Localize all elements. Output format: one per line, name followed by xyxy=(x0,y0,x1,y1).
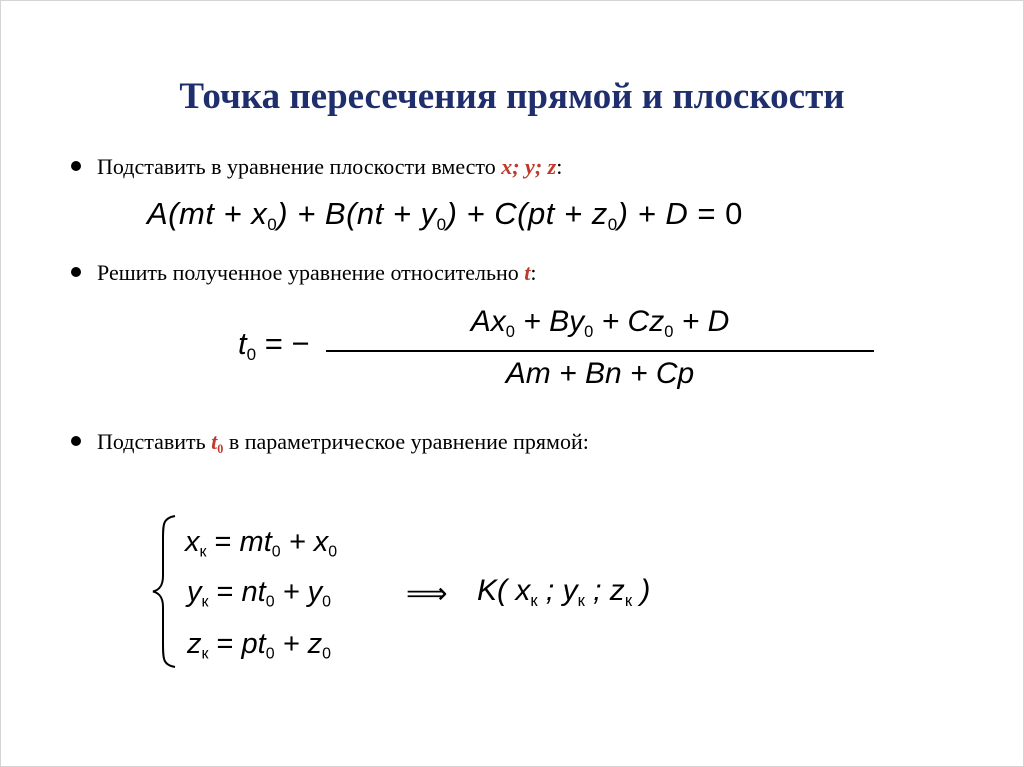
system-line-y: $y_к = nt_0 + y_0$ xyxy=(187,576,332,611)
bullet-2 xyxy=(71,260,537,286)
t0-lhs: $t_0$ = − xyxy=(238,326,310,364)
bullet-2-var: t xyxy=(524,260,531,285)
bullet-1-text: Подставить в уравнение плоскости вместо xyxy=(97,154,502,179)
fraction-bar xyxy=(326,350,874,352)
bullet-3-var: $t_0$ xyxy=(211,429,224,457)
t0-denominator: Am + Bn + Cp xyxy=(505,357,695,390)
point-k-result: K( $x_к$ ; $y_к$ ; $z_к$ ) xyxy=(477,574,651,610)
bullet-3-text: Подставить xyxy=(97,429,212,454)
system-line-z: $z_к = pt_0 + z_0$ xyxy=(187,628,332,663)
bullet-dot-icon xyxy=(71,161,81,171)
t0-numerator: $Ax_0 + By_0 + Cz_0 + D$ xyxy=(470,305,730,341)
bullet-1-vars: x; y; z xyxy=(501,154,557,179)
bullet-dot-icon xyxy=(71,436,81,446)
slide-title: Точка пересечения прямой и плоскости xyxy=(179,76,845,117)
plane-substitution-equation: $A(mt + x_0) + B(nt + y_0) + C(pt + z_0) + D = 0$ xyxy=(147,196,743,234)
left-brace-icon xyxy=(151,514,179,669)
bullet-2-text: Решить полученное уравнение относительно xyxy=(97,260,525,285)
bullet-dot-icon xyxy=(71,267,81,277)
bullet-1-suffix: : xyxy=(556,154,563,179)
bullet-2-suffix: : xyxy=(530,260,537,285)
bullet-3 xyxy=(71,429,589,457)
implies-arrow-icon: ⟹ xyxy=(406,576,448,610)
bullet-1 xyxy=(71,154,562,180)
bullet-3-suffix: в параметрическое уравнение прямой: xyxy=(223,429,589,454)
system-line-x: $x_к = mt_0 + x_0$ xyxy=(185,526,338,561)
